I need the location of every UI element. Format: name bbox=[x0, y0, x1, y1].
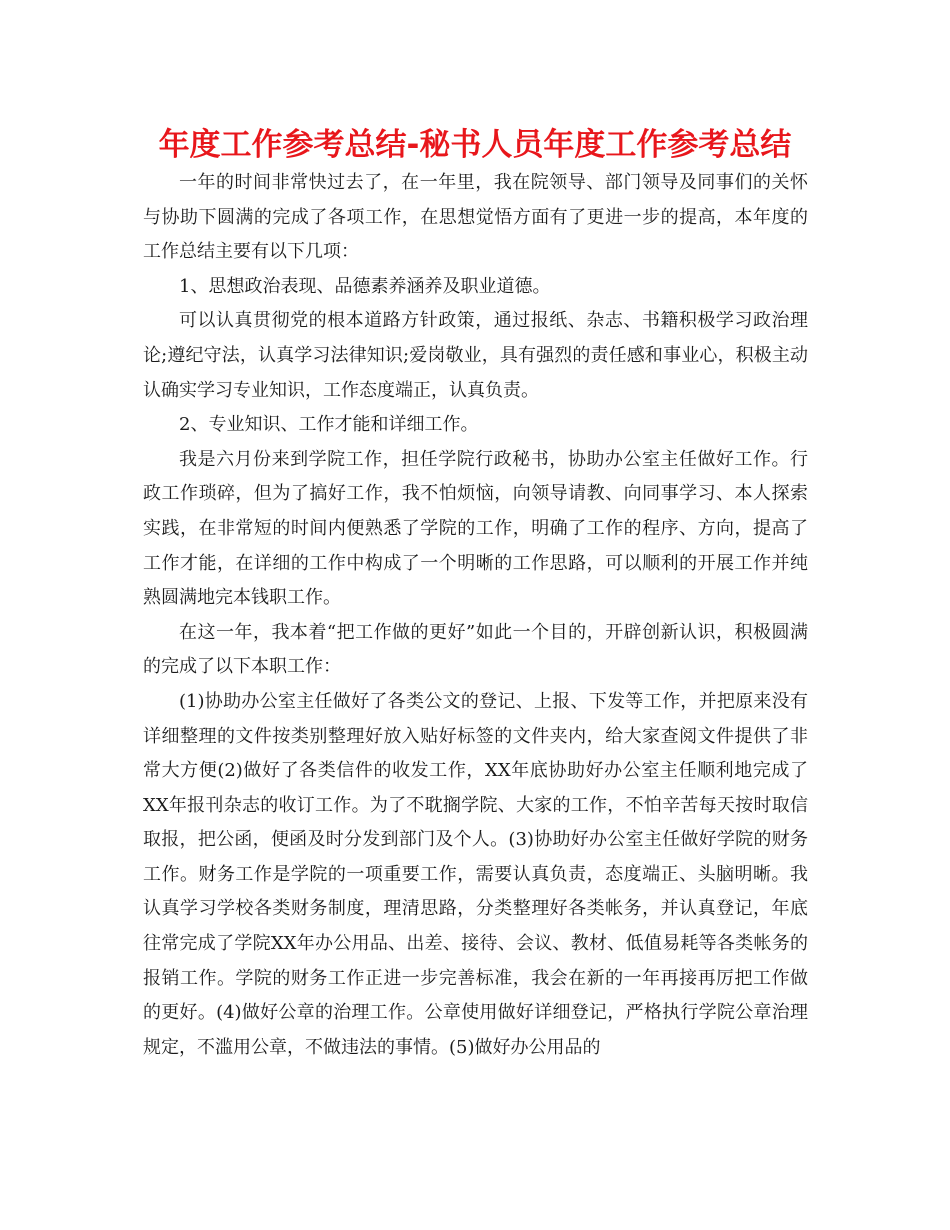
paragraph-work-skills: 我是六月份来到学院工作，担任学院行政秘书，协助办公室主任做好工作。行政工作琐碎，但为了搞好工作，我不怕烦恼，向领导请教、向同事学习、本人探索实践，在非常短的时间内便熟悉了学院的工作，明确了工作的程序、方向，提高了工作才能，在详细的工作中构成了一个明晰的工作思路，可以顺利的开展工作并纯熟圆满地完本钱职工作。 bbox=[143, 448, 808, 609]
paragraph-this-year: 在这一年，我本着“把工作做的更好”如此一个目的，开辟创新认识，积极圆满的完成了以下本职工作： bbox=[143, 621, 808, 678]
paragraph-duties-list: (1)协助办公室主任做好了各类公文的登记、上报、下发等工作，并把原来没有详细整理的文件按类别整理好放入贴好标签的文件夹内，给大家查阅文件提供了非常大方便(2)做好了各类信件的收发工作，XX年底协助好办公室主任顺利地完成了XX年报刊杂志的收订工作。为了不耽搁学院、大家的工作，不怕辛苦每天按时取信取报，把公函，便函及时分发到部门及个人。(3)协助好办公室主任做好学院的财务工作。财务工作是学院的一项重要工作，需要认真负责，态度端正、头脑明晰。我认真学习学校各类财务制度，理清思路，分类整理好各类帐务，并认真登记，年底往常完成了学院XX年办公用品、出差、接待、会议、教材、低值易耗等各类帐务的报销工作。学院的财务工作正进一步完善标准，我会在新的一年再接再厉把工作做的更好。(4)做好公章的治理工作。公章使用做好详细登记，严格执行学院公章治理规定，不滥用公章，不做违法的事情。(5)做好办公用品的 bbox=[143, 690, 808, 1058]
paragraph-heading-1: 1、思想政治表现、品德素养涵养及职业道德。 bbox=[179, 275, 551, 297]
paragraph-intro: 一年的时间非常快过去了，在一年里，我在院领导、部门领导及同事们的关怀与协助下圆满的完成了各项工作，在思想觉悟方面有了更进一步的提高，本年度的工作总结主要有以下几项： bbox=[143, 172, 808, 263]
document-body bbox=[143, 166, 808, 1065]
paragraph-heading-2: 2、专业知识、工作才能和详细工作。 bbox=[179, 414, 479, 436]
document-title: 年度工作参考总结-秘书人员年度工作参考总结 bbox=[158, 127, 792, 163]
paragraph-politics: 可以认真贯彻党的根本道路方针政策，通过报纸、杂志、书籍积极学习政治理论;遵纪守法，认真学习法律知识;爱岗敬业，具有强烈的责任感和事业心，积极主动认确实学习专业知识，工作态度端正，认真负责。 bbox=[143, 310, 808, 401]
